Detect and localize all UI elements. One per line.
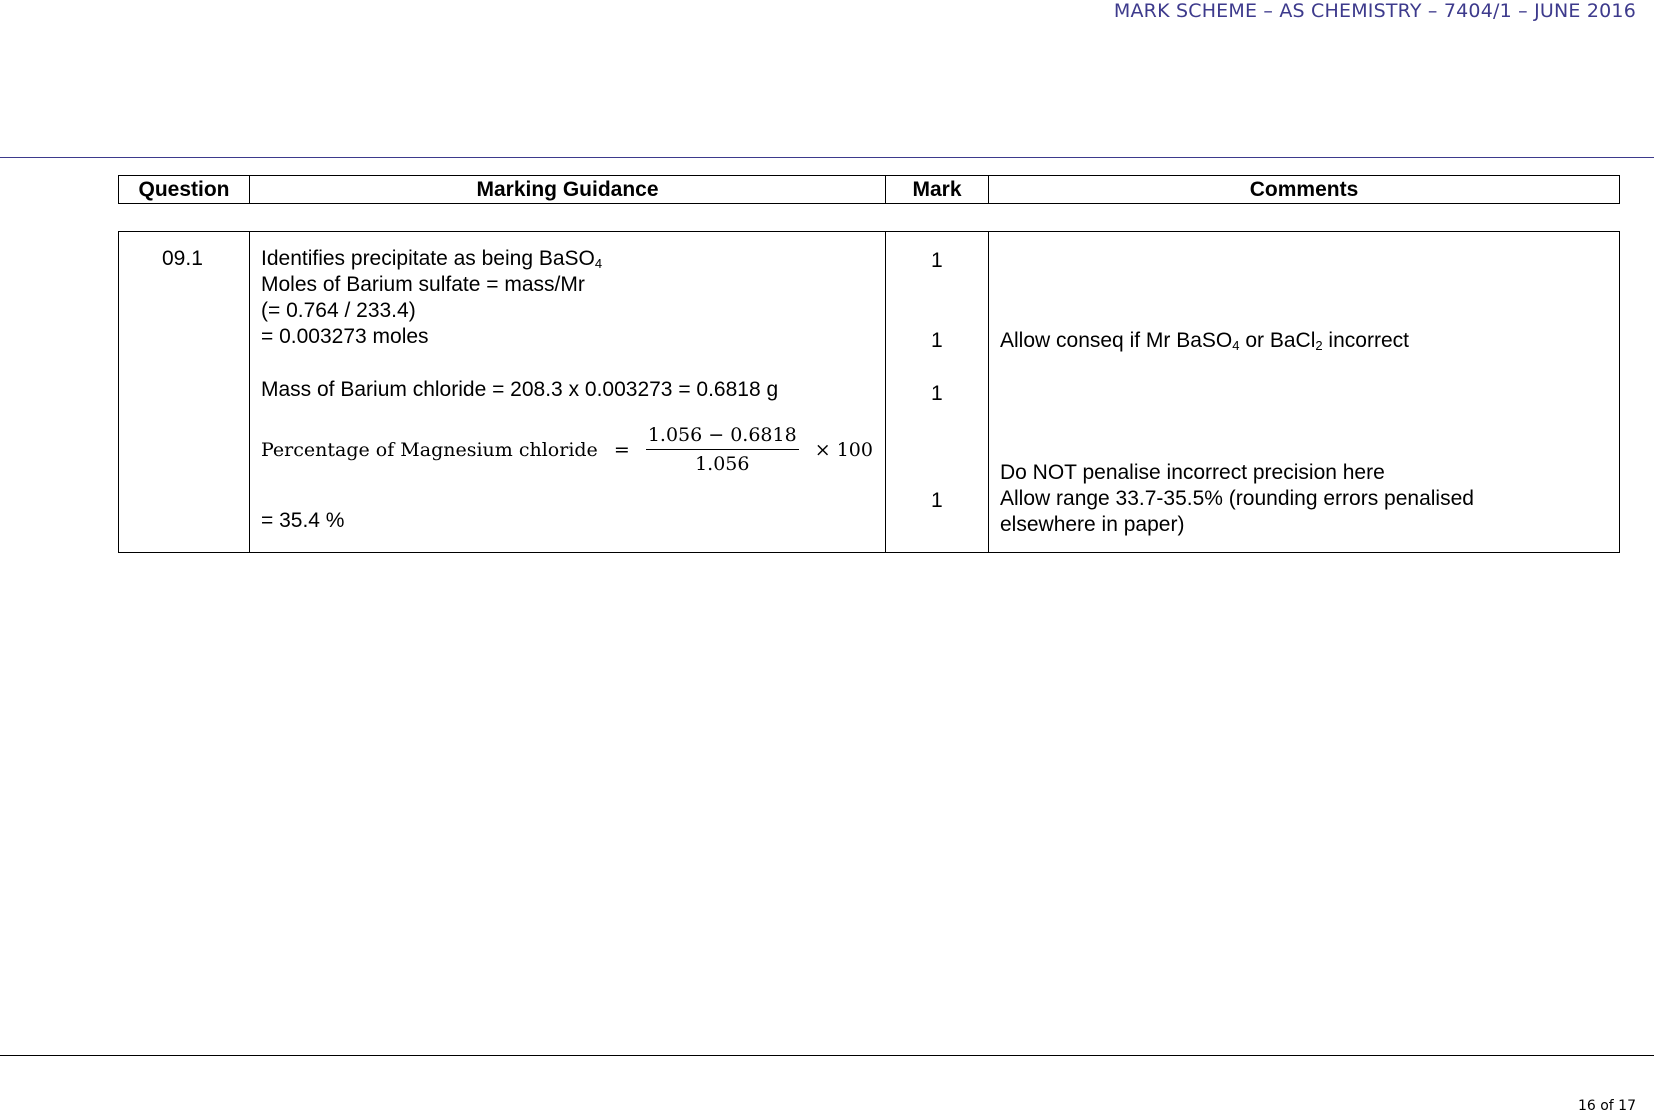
mark-cell <box>886 232 989 553</box>
mark-value: 1 <box>931 382 943 405</box>
question-cell <box>119 232 250 553</box>
comments-cell <box>989 232 1620 553</box>
guidance-line-3: (= 0.764 / 233.4) <box>261 299 416 322</box>
mark-scheme-header-table <box>118 175 1620 204</box>
formula-fraction <box>646 424 799 475</box>
guidance-line-1: Identifies precipitate as being BaSO$_4$ <box>261 247 603 271</box>
page-number: 16 of 17 <box>1577 1098 1636 1114</box>
mark-scheme-body-table <box>118 231 1620 553</box>
formula-multiplier: × 100 <box>814 438 873 461</box>
mark-value: 1 <box>931 489 943 512</box>
column-header-comments: Comments <box>989 176 1620 204</box>
guidance-line-6: = 35.4 % <box>261 509 345 532</box>
formula-numerator: 1.056 − 0.6818 <box>646 424 799 450</box>
comment-line-3: Allow range 33.7-35.5% (rounding errors penalised <box>1000 487 1474 510</box>
formula-denominator: 1.056 <box>695 453 750 475</box>
mark-value: 1 <box>931 329 943 352</box>
comment-line-2: Do NOT penalise incorrect precision here <box>1000 461 1385 484</box>
document-header-title: MARK SCHEME – AS CHEMISTRY – 7404/1 – JUNE 2016 <box>1113 0 1636 22</box>
column-header-question: Question <box>119 176 250 204</box>
guidance-line-4: = 0.003273 moles <box>261 325 429 348</box>
column-header-mark: Mark <box>886 176 989 204</box>
mark-value: 1 <box>931 249 943 272</box>
guidance-cell <box>250 232 886 553</box>
percentage-formula <box>261 424 873 475</box>
comment-line-1: Allow conseq if Mr BaSO$_4$ or BaCl$_2$ incorrect <box>1000 329 1409 353</box>
formula-equals: = <box>613 438 630 461</box>
footer-divider <box>0 1055 1654 1056</box>
table-row <box>119 232 1620 553</box>
guidance-line-2: Moles of Barium sulfate = mass/Mr <box>261 273 585 296</box>
comment-line-4: elsewhere in paper) <box>1000 513 1185 536</box>
guidance-line-5: Mass of Barium chloride = 208.3 x 0.003273 = 0.6818 g <box>261 378 779 401</box>
question-number: 09.1 <box>162 247 203 270</box>
column-header-marking-guidance: Marking Guidance <box>250 176 886 204</box>
formula-label: Percentage of Magnesium chloride <box>261 438 598 461</box>
header-divider <box>0 157 1654 158</box>
